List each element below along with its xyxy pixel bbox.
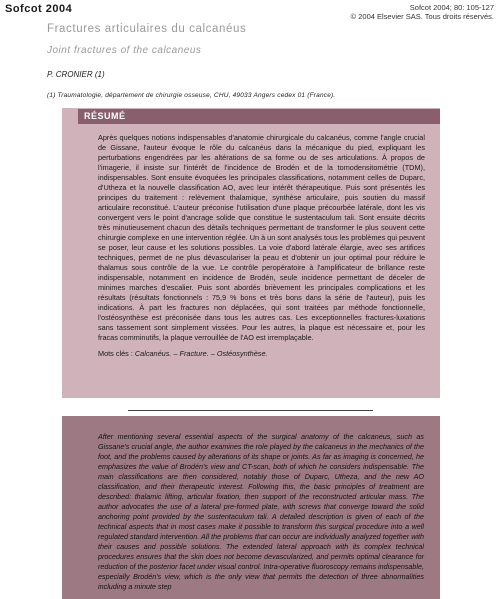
keywords-label: Mots clés :	[98, 349, 133, 358]
resume-text: Après quelques notions indispensables d'anatomie chirurgicale du calcanéus, comme l'angle crucial de Gissane, l'auteur évoque le rôle du calcanéus dans la mécanique du pied, expliquant les perturbations engendrées par les altérations de sa forme ou de ses articulations. À propos de l'imagerie, il insiste sur l'intérêt de l'incidence de Brodén et de la tomodensitométrie (TDM), indispensables. Sont ensuite évoquées les principales classifications, notamment celles de Duparc, d'Utheza et la nouvelle classification AO, avec leur intérêt thérapeutique. Puis sont présentés les principes du traitement : relèvement thalamique, synthèse articulaire, puis soutien du massif articulaire reconstitué. L'auteur préconise l'utilisation d'une plaque précourbée latérale, dont les vis convergent vers le point d'ancrage solide que constitue le sustentaculum tali. Sont ensuite décrits très minutieusement chacun des détails techniques permettant de transformer le plus souvent cette chirurgie complexe en une intervention réglée. Un à un sont analysés tous les problèmes qui peuvent se poser, leur cause et les solutions possibles. La voie d'abord latérale élargie, avec ses artifices techniques, permet de ne plus dévasculariser la peau et d'obtenir un jour optimal pour réduire le thalamus sous contrôle de la vue. Le contrôle peropératoire à l'amplificateur de brillance reste indispensable, notamment en incidence de Brodén, seule incidence permettant de déceler de minimes marches d'escalier. Puis sont abordés brièvement les principales complications et les résultats (résultats fonctionnels : 75,9 % bons et très bons dans la série de l'auteur), puis les indications. À part les fractures non déplacées, qui sont traitées par méthode fonctionnelle, l'ostéosynthèse est préconisée dans tous les autres cas. Les exceptionnelles fractures-luxations sans tassement sont simplement vissées. Pour les autres, la plaque est nécessaire et, pour les fracas comminutifs, la plaque verrouillée de l'AO est irremplaçable.	[98, 133, 425, 342]
citation-line: Sofcot 2004; 80: 105-127	[409, 3, 494, 12]
resume-heading: RÉSUMÉ	[78, 109, 440, 124]
keywords-line	[98, 349, 425, 359]
section-divider	[128, 410, 373, 411]
citation-block	[351, 3, 494, 21]
keywords-list: Calcanéus. – Fracture. – Ostéosynthèse.	[134, 349, 268, 358]
copyright-line: © 2004 Elsevier SAS. Tous droits réservés.	[350, 12, 494, 21]
article-subtitle: Joint fractures of the calcaneus	[47, 45, 202, 56]
article-author: P. CRONIER (1)	[47, 70, 105, 79]
author-affiliation: (1) Traumatologie, département de chirurgie osseuse, CHU, 49033 Angers cedex 01 (France).	[47, 92, 336, 99]
journal-name: Sofcot 2004	[5, 3, 73, 15]
resume-panel	[62, 108, 440, 398]
abstract-panel	[62, 416, 440, 599]
article-title: Fractures articulaires du calcanéus	[47, 23, 247, 35]
abstract-text: After mentioning several essential aspects of the surgical anatomy of the calcaneus, such as Gissane's crucial angle, the author examines the role played by the calcaneus in the mechanics of the foot, and the problems caused by alterations of its shape or joints. As far as imaging is concerned, he emphasizes the value of Brodén's view and CT-scan, both of which he considers indispensable. The main classifications are then considered, notably those of Duparc, Utheza, and the new AO classification, and their therapeutic interest. Following this, the basic principles of treatment are described: thalamic lifting, articular fixation, then support of the reconstructed articular mass. The author advocates the use of a lateral pre-formed plate, with screws that converge toward the solid anchoring point provided by the sustentaculum tali. A detailed description is given of each of the technical aspects that in most cases make it possible to transform this surgical procedure into a well regulated standard intervention. All the problems that can occur are individually analyzed together with their causes and possible solutions. The extended lateral approach with its complex technical procedures ensures that the skin does not become devascularized, and permits optimal clearance for reduction of the posterior facet under visual control. Intra-operative fluoroscopy remains indispensable, especially Brodén's view, which is the only view that permits the detection of three abnormalities including a minute step	[98, 432, 425, 591]
